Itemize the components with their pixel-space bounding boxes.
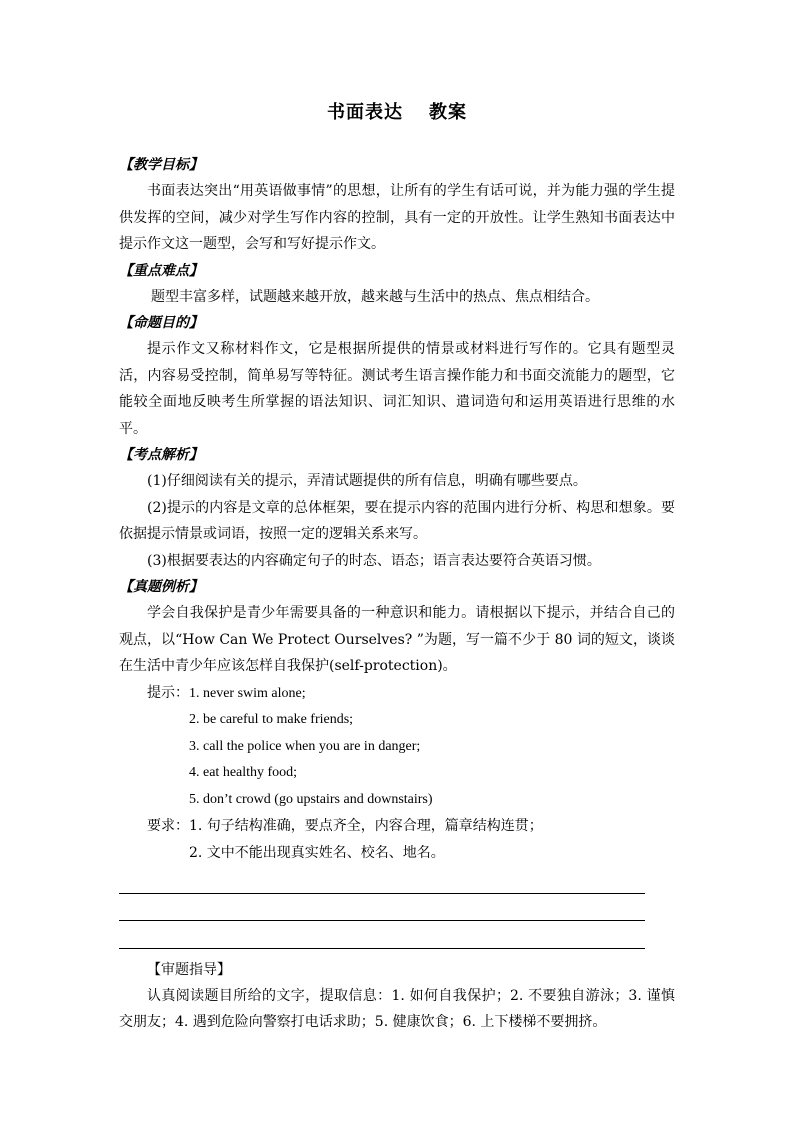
- hint-item: 2. be careful to make friends;: [189, 712, 354, 727]
- answer-line[interactable]: [119, 894, 645, 922]
- document-title: [0, 98, 794, 124]
- example-paragraph: 学会自我保护是青少年需要具备的一种意识和能力。请根据以下提示，并结合自己的观点，以“How Can We Protect Ourselves? ”为题，写一篇不少于 80 词的短文，谈谈在生活中青少年应该怎样自我保护(self-protection)。: [119, 605, 675, 674]
- requirement-line: [119, 813, 675, 840]
- hint-item: 3. call the police when you are in danger;: [189, 738, 421, 754]
- goal-paragraph: 书面表达突出“用英语做事情”的思想，让所有的学生有话可说，并为能力强的学生提供发挥的空间，减少对学生写作内容的控制，具有一定的开放性。让学生熟知书面表达中提示作文这一题型，会写和写好提示作文。: [119, 183, 675, 252]
- requirement-item: 2. 文中不能出现真实姓名、校名、地名。: [189, 844, 445, 861]
- requirement-item: 1. 句子结构准确，要点齐全，内容合理，篇章结构连贯；: [189, 818, 543, 834]
- answer-line[interactable]: [119, 921, 645, 949]
- answer-line[interactable]: [119, 866, 645, 894]
- section-heading-key: 【重点难点】: [119, 262, 203, 279]
- document-body: [119, 152, 675, 1036]
- key-paragraph: 题型丰富多样，试题越来越开放，越来越与生活中的热点、焦点相结合。: [151, 288, 599, 305]
- section-heading-example: 【真题例析】: [119, 579, 203, 595]
- analysis-point: (1)仔细阅读有关的提示，弄清试题提供的所有信息，明确有哪些要点。: [147, 473, 587, 489]
- section-heading-analysis: 【考点解析】: [119, 447, 203, 463]
- hint-item: 5. don’t crowd (go upstairs and downstairs): [189, 791, 433, 807]
- purpose-paragraph: 提示作文又称材料作文，它是根据所提供的情景或材料进行写作的。它具有题型灵活，内容易受控制，简单易写等特征。测试考生语言操作能力和书面交流能力的题型，它能较全面地反映考生所掌握的语法知识、词汇知识、遣词造句和运用英语进行思维的水平。: [119, 341, 675, 437]
- hint-item: 4. eat healthy food;: [189, 765, 298, 780]
- guide-paragraph: 认真阅读题目所给的文字，提取信息：1. 如何自我保护；2. 不要独自游泳；3. 谨慎交朋友；4. 遇到危险向警察打电话求助；5. 健康饮食；6. 上下楼梯不要拥挤。: [119, 987, 675, 1030]
- section-heading-purpose: 【命题目的】: [119, 315, 203, 331]
- hint-line: [119, 680, 675, 708]
- requirements-label: 要求：: [147, 818, 189, 834]
- hints-label: 提示：: [147, 684, 189, 701]
- section-heading-goal: 【教学目标】: [119, 157, 203, 173]
- analysis-point: (2)提示的内容是文章的总体框架，要在提示内容的范围内进行分析、构思和想象。要依据提示情景或词语，按照一定的逻辑关系来写。: [119, 499, 675, 542]
- section-heading-guide: 【审题指导】: [147, 961, 231, 978]
- title-text: 书面表达: [327, 102, 403, 123]
- hint-item: 1. never swim alone;: [189, 685, 306, 701]
- analysis-point: (3)根据要表达的内容确定句子的时态、语态；语言表达要符合英语习惯。: [147, 552, 601, 569]
- title-subtext: 教案: [429, 102, 467, 123]
